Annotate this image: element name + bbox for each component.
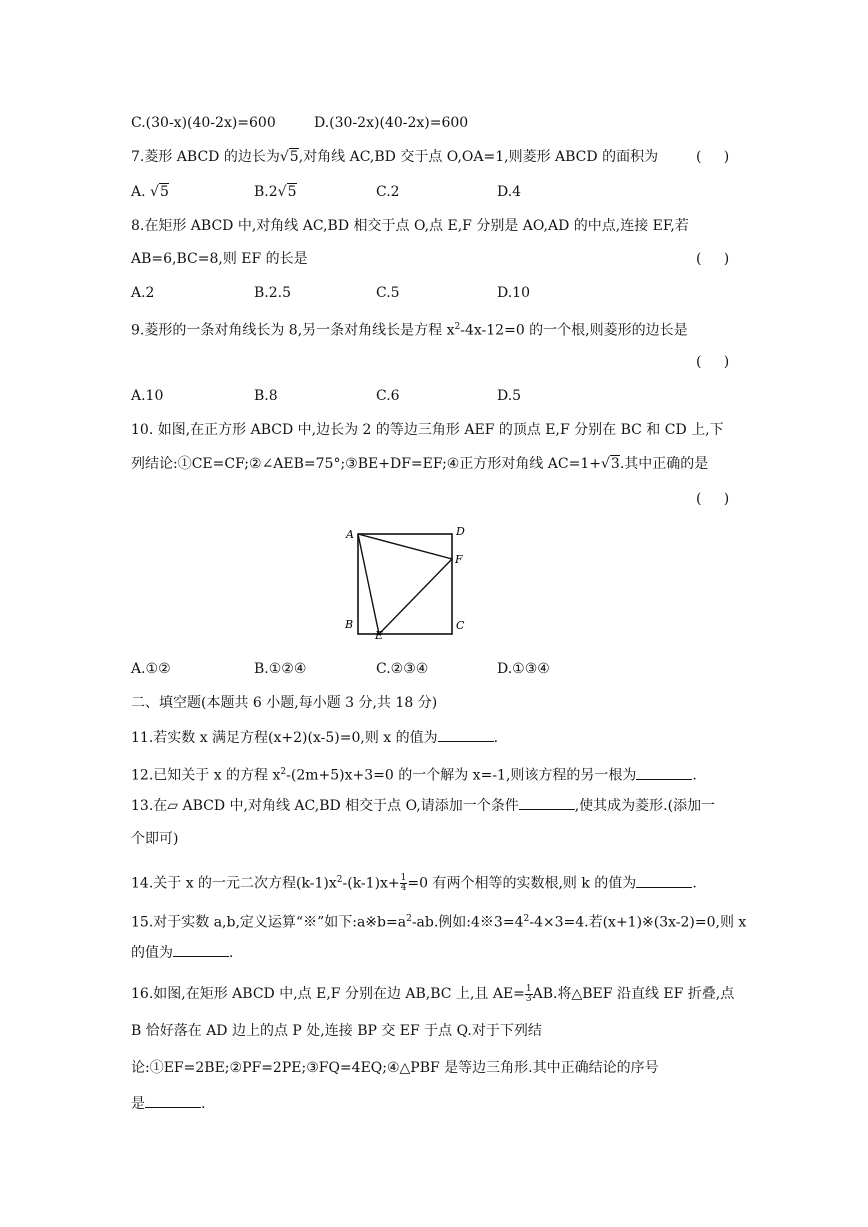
q7-option-d: D.4 <box>497 184 522 200</box>
q16-stem-line4: 是 . <box>131 1096 206 1112</box>
q13-stem-line1: 13.在▱ ABCD 中,对角线 AC,BD 相交于点 O,请添加一个条件 ,使其成为菱形.(添加一 <box>131 798 716 814</box>
q8-option-b: B.2.5 <box>254 285 292 301</box>
q8-option-a: A.2 <box>131 285 155 301</box>
q8-option-c: C.5 <box>376 285 400 301</box>
q10-option-d: D.①③④ <box>497 661 550 677</box>
label-e: E <box>375 629 384 642</box>
q15-stem-line2: 的值为 . <box>131 945 234 961</box>
q7-option-a: A. √5 <box>131 184 169 200</box>
q8-stem-line2: AB=6,BC=8,则 EF 的长是 <box>131 251 308 267</box>
q16-stem-line1: 16.如图,在矩形 ABCD 中,点 E,F 分别在边 AB,BC 上,且 AE= $\frac{1}{3}$ AB.将△BEF 沿直线 EF 折叠,点 <box>131 983 735 1004</box>
q13-blank <box>519 797 575 810</box>
q10-option-a: A.①② <box>131 661 171 677</box>
q16-blank <box>145 1095 201 1108</box>
q10-answer-paren: ( ) <box>696 491 730 507</box>
q8-option-d: D.10 <box>497 285 530 301</box>
q10-square-figure <box>340 522 470 642</box>
q9-option-b: B.8 <box>254 388 278 404</box>
q10-option-b: B.①②④ <box>254 661 307 677</box>
q9-option-d: D.5 <box>497 388 522 404</box>
triangle-aef <box>358 534 452 634</box>
q6-option-c: C.(30-x)(40-2x)=600 <box>131 115 276 131</box>
q16-stem-line3: 论:①EF=2BE;②PF=2PE;③FQ=4EQ;④△PBF 是等边三角形.其中正确结论的序号 <box>131 1060 659 1076</box>
label-d: D <box>456 525 465 538</box>
label-b: B <box>345 618 354 631</box>
q7-answer-paren: ( ) <box>696 149 730 165</box>
q11-stem: 11.若实数 x 满足方程(x+2)(x-5)=0,则 x 的值为 . <box>131 730 499 746</box>
section-heading: 二、填空题(本题共 6 小题,每小题 3 分,共 18 分) <box>131 695 438 711</box>
q15-stem-line1: 15.对于实数 a,b,定义运算“※”如下$:a※b=a^2-ab$.例如$:4※3=4^2-4\times 3=4$.若(x+1)※(3x-2)=0,则 x <box>131 914 747 931</box>
q10-option-c: C.②③④ <box>376 661 429 677</box>
q9-stem: 9.菱形的一条对角线长为 8,另一条对角线长是方程 $x^2-4x-12=0$ 的一个根,则菱形的边长是 <box>131 322 688 339</box>
q6-option-d: D.(30-2x)(40-2x)=600 <box>314 115 469 131</box>
q11-blank <box>438 729 494 742</box>
q12-stem: 12.已知关于 x 的方程 $x^2-(2m+5)x+3=0$ 的一个解为 x=-1,则该方程的另一根为 . <box>131 767 697 784</box>
q10-stem-line2: 列结论:①CE=CF;②∠AEB=75°;③BE+DF=EF;④正方形对角线 AC=1+√3.其中正确的是 <box>131 456 709 472</box>
label-c: C <box>456 619 465 632</box>
q10-stem-line1: 10. 如图,在正方形 ABCD 中,边长为 2 的等边三角形 AEF 的顶点 E,F 分别在 BC 和 CD 上,下 <box>131 422 724 438</box>
q14-stem: 14.关于 x 的一元二次方程$(k-1)x^2-(k-1)x+$ $\frac{1}{4}$ =0 有两个相等的实数根,则 k 的值为 . <box>131 873 697 894</box>
q7-option-c: C.2 <box>376 184 400 200</box>
square-abcd <box>358 534 452 634</box>
q9-answer-paren: ( ) <box>696 354 730 370</box>
q13-stem-line2: 个即可) <box>131 831 179 847</box>
q9-option-a: A.10 <box>131 388 164 404</box>
label-f: F <box>455 553 463 566</box>
q7-stem: 7.菱形 ABCD 的边长为√5,对角线 AC,BD 交于点 O,OA=1,则菱形 ABCD 的面积为 <box>131 149 659 165</box>
q7-option-b: B.2√5 <box>254 184 297 200</box>
q8-answer-paren: ( ) <box>696 251 730 267</box>
label-a: A <box>346 528 354 541</box>
q12-blank <box>636 767 692 780</box>
q8-stem-line1: 8.在矩形 ABCD 中,对角线 AC,BD 相交于点 O,点 E,F 分别是 AO,AD 的中点,连接 EF,若 <box>131 218 689 234</box>
q15-blank <box>173 944 229 957</box>
q16-stem-line2: B 恰好落在 AD 边上的点 P 处,连接 BP 交 EF 于点 Q.对于下列结 <box>131 1023 542 1039</box>
q14-blank <box>636 875 692 888</box>
q9-option-c: C.6 <box>376 388 400 404</box>
